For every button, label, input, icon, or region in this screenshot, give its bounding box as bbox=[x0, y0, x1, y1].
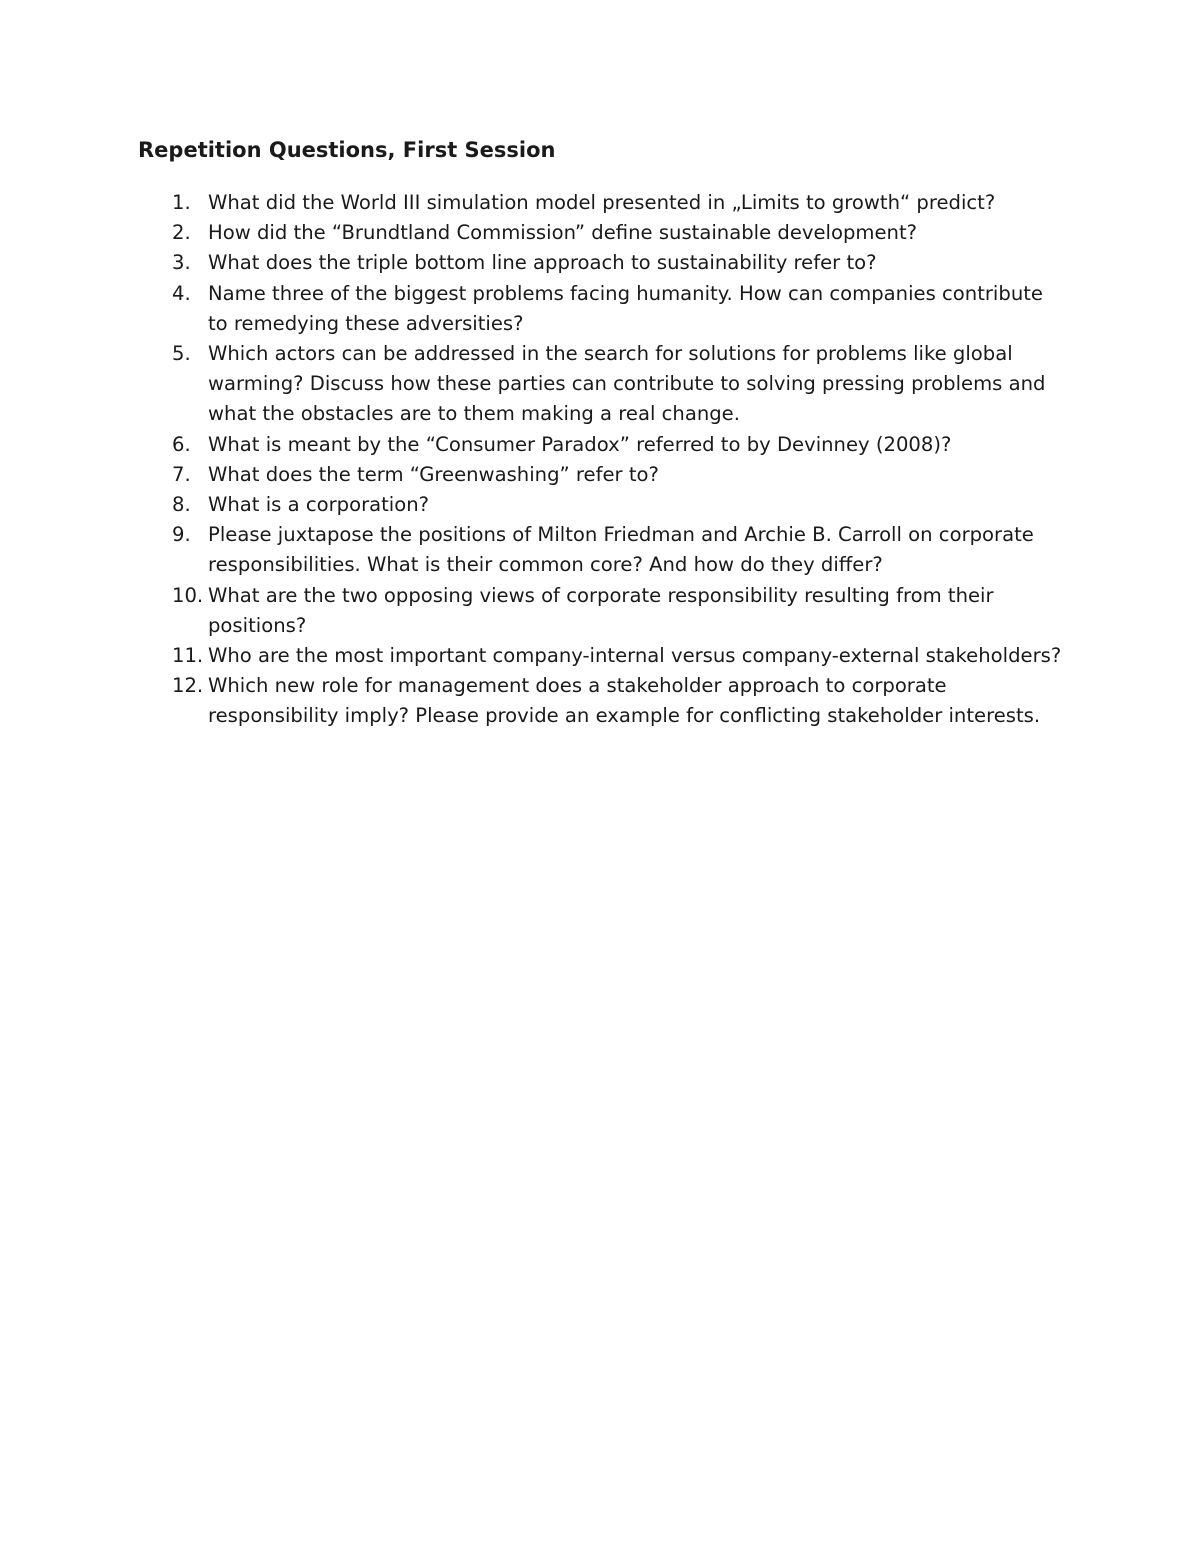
question-item bbox=[172, 339, 1062, 430]
question-number: 4. bbox=[172, 281, 191, 305]
question-text: What are the two opposing views of corporate responsibility resulting from their positions? bbox=[208, 583, 994, 637]
question-item bbox=[172, 188, 1062, 218]
question-number: 7. bbox=[172, 462, 191, 486]
question-item bbox=[172, 430, 1062, 460]
question-item bbox=[172, 671, 1062, 731]
question-number: 11. bbox=[172, 644, 204, 668]
question-number: 5. bbox=[172, 342, 191, 366]
question-item bbox=[172, 460, 1062, 490]
question-text: What does the term “Greenwashing” refer to? bbox=[208, 462, 659, 486]
question-text: Name three of the biggest problems facing humanity. How can companies contribute to remedying these adversities? bbox=[208, 281, 1043, 335]
question-item bbox=[172, 490, 1062, 520]
question-item bbox=[172, 218, 1062, 248]
question-list bbox=[172, 188, 1062, 732]
document-title: Repetition Questions, First Session bbox=[138, 138, 556, 162]
question-text: Who are the most important company-internal versus company-external stakeholders? bbox=[208, 644, 1062, 668]
question-item bbox=[172, 520, 1062, 580]
question-number: 10. bbox=[172, 583, 204, 607]
question-number: 1. bbox=[172, 191, 191, 214]
question-item bbox=[172, 279, 1062, 339]
question-text: What does the triple bottom line approach to sustainability refer to? bbox=[208, 251, 877, 275]
question-item bbox=[172, 581, 1062, 641]
question-text: How did the “Brundtland Commission” define sustainable development? bbox=[208, 221, 918, 245]
question-item bbox=[172, 641, 1062, 671]
question-text: Which actors can be addressed in the search for solutions for problems like global warming? Discuss how these parties can contribute to solving pressing problems and what the obstacles are to them making a real change. bbox=[208, 342, 1046, 426]
question-number: 6. bbox=[172, 432, 191, 456]
question-text: What is meant by the “Consumer Paradox” referred to by Devinney (2008)? bbox=[208, 432, 952, 456]
question-item bbox=[172, 248, 1062, 278]
question-text: Which new role for management does a stakeholder approach to corporate responsibility imply? Please provide an example for conflicting stakeholder interests. bbox=[208, 674, 1041, 728]
question-number: 8. bbox=[172, 493, 191, 517]
question-text: What did the World III simulation model presented in „Limits to growth“ predict? bbox=[208, 191, 996, 214]
question-text: Please juxtapose the positions of Milton Friedman and Archie B. Carroll on corporate responsibilities. What is their common core? And how do they differ? bbox=[208, 523, 1034, 577]
question-number: 12. bbox=[172, 674, 204, 698]
question-number: 9. bbox=[172, 523, 191, 547]
question-number: 2. bbox=[172, 221, 191, 245]
question-number: 3. bbox=[172, 251, 191, 275]
question-text: What is a corporation? bbox=[208, 493, 430, 517]
